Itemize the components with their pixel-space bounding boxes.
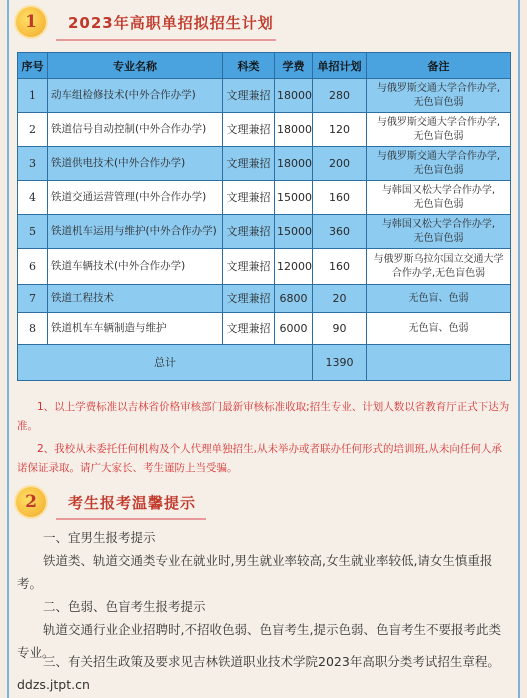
header-remarks: 备注 bbox=[367, 53, 511, 79]
row-major-name: 铁道机车车辆制造与维护 bbox=[48, 313, 223, 345]
row-tuition: 18000 bbox=[275, 147, 313, 181]
total-value: 1390 bbox=[313, 345, 367, 381]
section1-header bbox=[16, 7, 274, 37]
section2-title: 考生报考温馨提示 bbox=[68, 493, 197, 512]
row-remarks: 无色盲、色弱 bbox=[367, 313, 511, 345]
row-plan: 160 bbox=[313, 181, 367, 215]
row-index: 4 bbox=[18, 181, 48, 215]
row-category: 文理兼招 bbox=[223, 113, 275, 147]
row-plan: 20 bbox=[313, 285, 367, 313]
row-remarks: 与俄罗斯乌拉尔国立交通大学 合作办学,无色盲色弱 bbox=[367, 249, 511, 285]
header-category: 科类 bbox=[223, 53, 275, 79]
row-plan: 280 bbox=[313, 79, 367, 113]
row-index: 6 bbox=[18, 249, 48, 285]
row-plan: 90 bbox=[313, 313, 367, 345]
row-category: 文理兼招 bbox=[223, 313, 275, 345]
header-plan: 单招计划 bbox=[313, 53, 367, 79]
table-header-row bbox=[18, 53, 511, 79]
row-plan: 200 bbox=[313, 147, 367, 181]
row-tuition: 18000 bbox=[275, 79, 313, 113]
tip-heading-1: 一、宜男生报考提示 bbox=[43, 530, 156, 545]
table-row bbox=[18, 147, 511, 181]
row-major-name: 铁道车辆技术(中外合作办学) bbox=[48, 249, 223, 285]
row-tuition: 15000 bbox=[275, 181, 313, 215]
row-index: 8 bbox=[18, 313, 48, 345]
row-remarks: 与韩国又松大学合作办学, 无色盲色弱 bbox=[367, 181, 511, 215]
row-tuition: 15000 bbox=[275, 215, 313, 249]
section1-number-badge: 1 bbox=[16, 7, 46, 37]
note-tuition: 1、以上学费标准以吉林省价格审核部门最新审核标准收取;招生专业、计划人数以省教育厅正式下达为准。 bbox=[17, 401, 510, 432]
row-index: 7 bbox=[18, 285, 48, 313]
header-tuition: 学费 bbox=[275, 53, 313, 79]
section2-header bbox=[16, 487, 196, 517]
total-label: 总计 bbox=[18, 345, 313, 381]
row-category: 文理兼招 bbox=[223, 215, 275, 249]
row-index: 1 bbox=[18, 79, 48, 113]
row-remarks: 无色盲、色弱 bbox=[367, 285, 511, 313]
tip-paragraph-3: 三、有关招生政策及要求见吉林铁道职业技术学院2023年高职分类考试招生章程。ddzs.jtpt.cn bbox=[17, 654, 500, 692]
row-tuition: 18000 bbox=[275, 113, 313, 147]
row-category: 文理兼招 bbox=[223, 147, 275, 181]
row-index: 5 bbox=[18, 215, 48, 249]
note-warning: 2、我校从未委托任何机构及个人代理单独招生,从未举办或者联办任何形式的培训班,从未向任何人承诺保证录取。请广大家长、考生谨防上当受骗。 bbox=[17, 443, 502, 474]
total-remarks bbox=[367, 345, 511, 381]
header-major: 专业名称 bbox=[48, 53, 223, 79]
section1-underline bbox=[56, 39, 276, 41]
row-remarks: 与俄罗斯交通大学合作办学, 无色盲色弱 bbox=[367, 79, 511, 113]
row-index: 3 bbox=[18, 147, 48, 181]
table-row bbox=[18, 285, 511, 313]
section1-title: 2023年高职单招拟招生计划 bbox=[68, 13, 274, 32]
row-tuition: 12000 bbox=[275, 249, 313, 285]
table-row bbox=[18, 215, 511, 249]
section2-number-badge: 2 bbox=[16, 487, 46, 517]
row-category: 文理兼招 bbox=[223, 249, 275, 285]
table-row bbox=[18, 249, 511, 285]
row-plan: 160 bbox=[313, 249, 367, 285]
enrollment-plan-table bbox=[17, 52, 511, 381]
row-tuition: 6800 bbox=[275, 285, 313, 313]
tip-heading-2: 二、色弱、色盲考生报考提示 bbox=[43, 599, 206, 614]
row-major-name: 动车组检修技术(中外合作办学) bbox=[48, 79, 223, 113]
row-index: 2 bbox=[18, 113, 48, 147]
row-tuition: 6000 bbox=[275, 313, 313, 345]
tip-paragraph-1: 铁道类、轨道交通类专业在就业时,男生就业率较高,女生就业率较低,请女生慎重报考。 bbox=[17, 553, 493, 591]
row-category: 文理兼招 bbox=[223, 285, 275, 313]
row-major-name: 铁道信号自动控制(中外合作办学) bbox=[48, 113, 223, 147]
section2-underline bbox=[56, 518, 206, 520]
row-major-name: 铁道供电技术(中外合作办学) bbox=[48, 147, 223, 181]
table-total-row bbox=[18, 345, 511, 381]
row-remarks: 与俄罗斯交通大学合作办学, 无色盲色弱 bbox=[367, 147, 511, 181]
row-remarks: 与俄罗斯交通大学合作办学, 无色盲色弱 bbox=[367, 113, 511, 147]
table-row bbox=[18, 79, 511, 113]
row-major-name: 铁道工程技术 bbox=[48, 285, 223, 313]
row-major-name: 铁道机车运用与维护(中外合作办学) bbox=[48, 215, 223, 249]
row-major-name: 铁道交通运营管理(中外合作办学) bbox=[48, 181, 223, 215]
table-row bbox=[18, 113, 511, 147]
row-plan: 120 bbox=[313, 113, 367, 147]
row-remarks: 与韩国又松大学合作办学, 无色盲色弱 bbox=[367, 215, 511, 249]
tip-paragraph-2: 轨道交通行业企业招聘时,不招收色弱、色盲考生,提示色弱、色盲考生不要报考此类专业。 bbox=[17, 622, 501, 660]
row-category: 文理兼招 bbox=[223, 181, 275, 215]
table-row bbox=[18, 181, 511, 215]
row-plan: 360 bbox=[313, 215, 367, 249]
header-index: 序号 bbox=[18, 53, 48, 79]
row-category: 文理兼招 bbox=[223, 79, 275, 113]
table-row bbox=[18, 313, 511, 345]
